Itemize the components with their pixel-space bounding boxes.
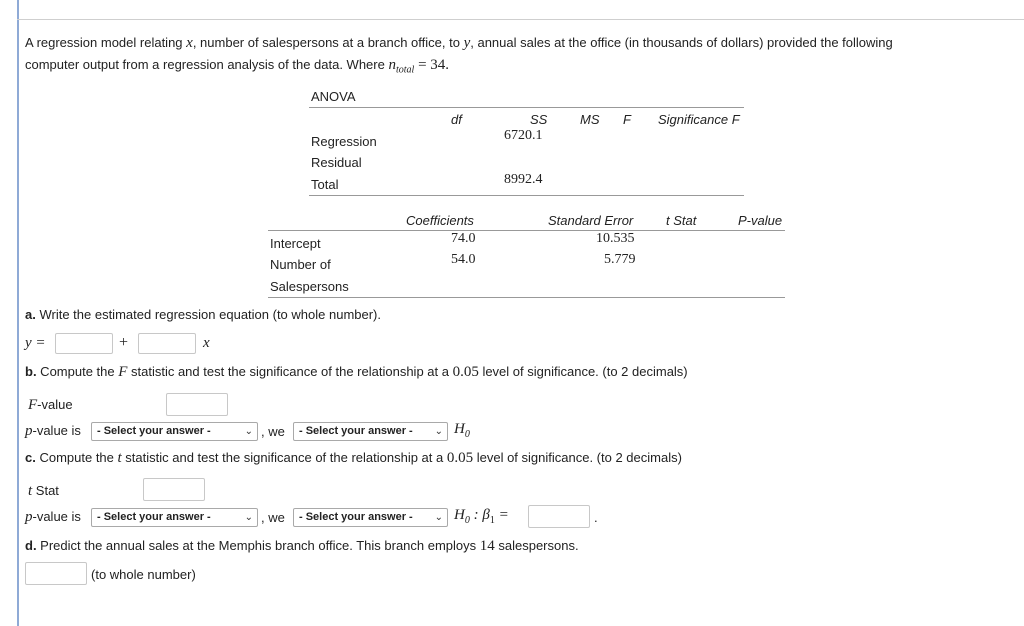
intro-line-1: A regression model relating x, number of salespersons at a branch office, to y, annual sales at the office (in thousands of dollars) provided the following — [25, 35, 893, 51]
coef-header-t-stat: t Stat — [666, 213, 697, 228]
prediction-hint: (to whole number) — [91, 567, 196, 582]
slope-input[interactable] — [138, 333, 196, 354]
plus-sign: + — [119, 334, 129, 351]
p-value-label-b: p-value is — [25, 423, 81, 439]
coef-header-std-error: Standard Error — [548, 213, 634, 228]
anova-bottom-rule — [309, 195, 744, 196]
chevron-down-icon: ⌄ — [434, 512, 443, 523]
beta-hypothesis-input[interactable] — [528, 505, 590, 528]
question-b: b. Compute the F statistic and test the significance of the relationship at a 0.05 level of significance. (to 2 decimals) — [25, 364, 688, 380]
coef-slope-value: 54.0 — [451, 252, 476, 267]
question-d: d. Predict the annual sales at the Memphis branch office. This branch employs 14 salespersons. — [25, 538, 579, 554]
problem-intro — [25, 32, 893, 82]
f-value-label: F-value — [28, 397, 73, 413]
equation-y-label: y = — [25, 335, 46, 351]
h0-beta-label: $H_0$ : $\beta_1$ = — [454, 507, 509, 526]
anova-row-residual: Residual — [311, 155, 362, 170]
coef-slope-se: 5.779 — [604, 252, 636, 267]
coef-row-salespersons: Number of — [270, 257, 331, 272]
intercept-input[interactable] — [55, 333, 113, 354]
intro-line-2: computer output from a regression analysis of the data. Where $n_{total} = 34$. — [25, 57, 450, 76]
coef-bottom-rule — [268, 297, 785, 298]
question-c: c. Compute the t statistic and test the significance of the relationship at a 0.05 level of significance. (to 2 decimals) — [25, 450, 682, 466]
period: . — [594, 510, 598, 525]
anova-header-ss: SS — [530, 112, 548, 127]
chevron-down-icon: ⌄ — [434, 426, 443, 437]
coef-header-coefficients: Coefficients — [406, 213, 474, 228]
left-border — [17, 0, 19, 626]
coef-top-rule — [268, 230, 785, 231]
h0-label-b: $H_0$ — [454, 421, 470, 440]
we-label-b: , we — [261, 424, 285, 439]
p-value-select-c[interactable]: - Select your answer - ⌄ — [91, 508, 258, 527]
chevron-down-icon: ⌄ — [244, 426, 253, 437]
t-stat-input[interactable] — [143, 478, 205, 501]
we-label-c: , we — [261, 510, 285, 525]
p-value-label-c: p-value is — [25, 509, 81, 525]
f-value-input[interactable] — [166, 393, 228, 416]
coef-row-salespersons-2: Salespersons — [270, 279, 349, 294]
chevron-down-icon: ⌄ — [244, 512, 253, 523]
anova-header-f: F — [623, 112, 631, 127]
coef-intercept-value: 74.0 — [451, 231, 476, 246]
decision-select-b[interactable]: - Select your answer - ⌄ — [293, 422, 448, 441]
anova-header-ms: MS — [580, 112, 600, 127]
anova-header-sigf: Significance F — [658, 112, 740, 127]
anova-top-rule — [309, 107, 744, 108]
coef-intercept-se: 10.535 — [596, 231, 635, 246]
equation-x-label: x — [203, 335, 210, 351]
anova-row-total: Total — [311, 177, 339, 192]
anova-row-regression: Regression — [311, 134, 377, 149]
prediction-input[interactable] — [25, 562, 87, 585]
p-value-select-b[interactable]: - Select your answer - ⌄ — [91, 422, 258, 441]
anova-total-ss: 8992.4 — [504, 172, 543, 187]
coef-header-p-value: P-value — [738, 213, 783, 228]
anova-header-df: df — [451, 112, 462, 127]
anova-title: ANOVA — [311, 89, 356, 104]
anova-regression-ss: 6720.1 — [504, 128, 543, 143]
t-stat-label: t Stat — [28, 483, 59, 499]
top-divider — [17, 19, 1024, 20]
question-a: a. Write the estimated regression equation (to whole number). — [25, 307, 381, 322]
coef-row-intercept: Intercept — [270, 236, 321, 251]
decision-select-c[interactable]: - Select your answer - ⌄ — [293, 508, 448, 527]
